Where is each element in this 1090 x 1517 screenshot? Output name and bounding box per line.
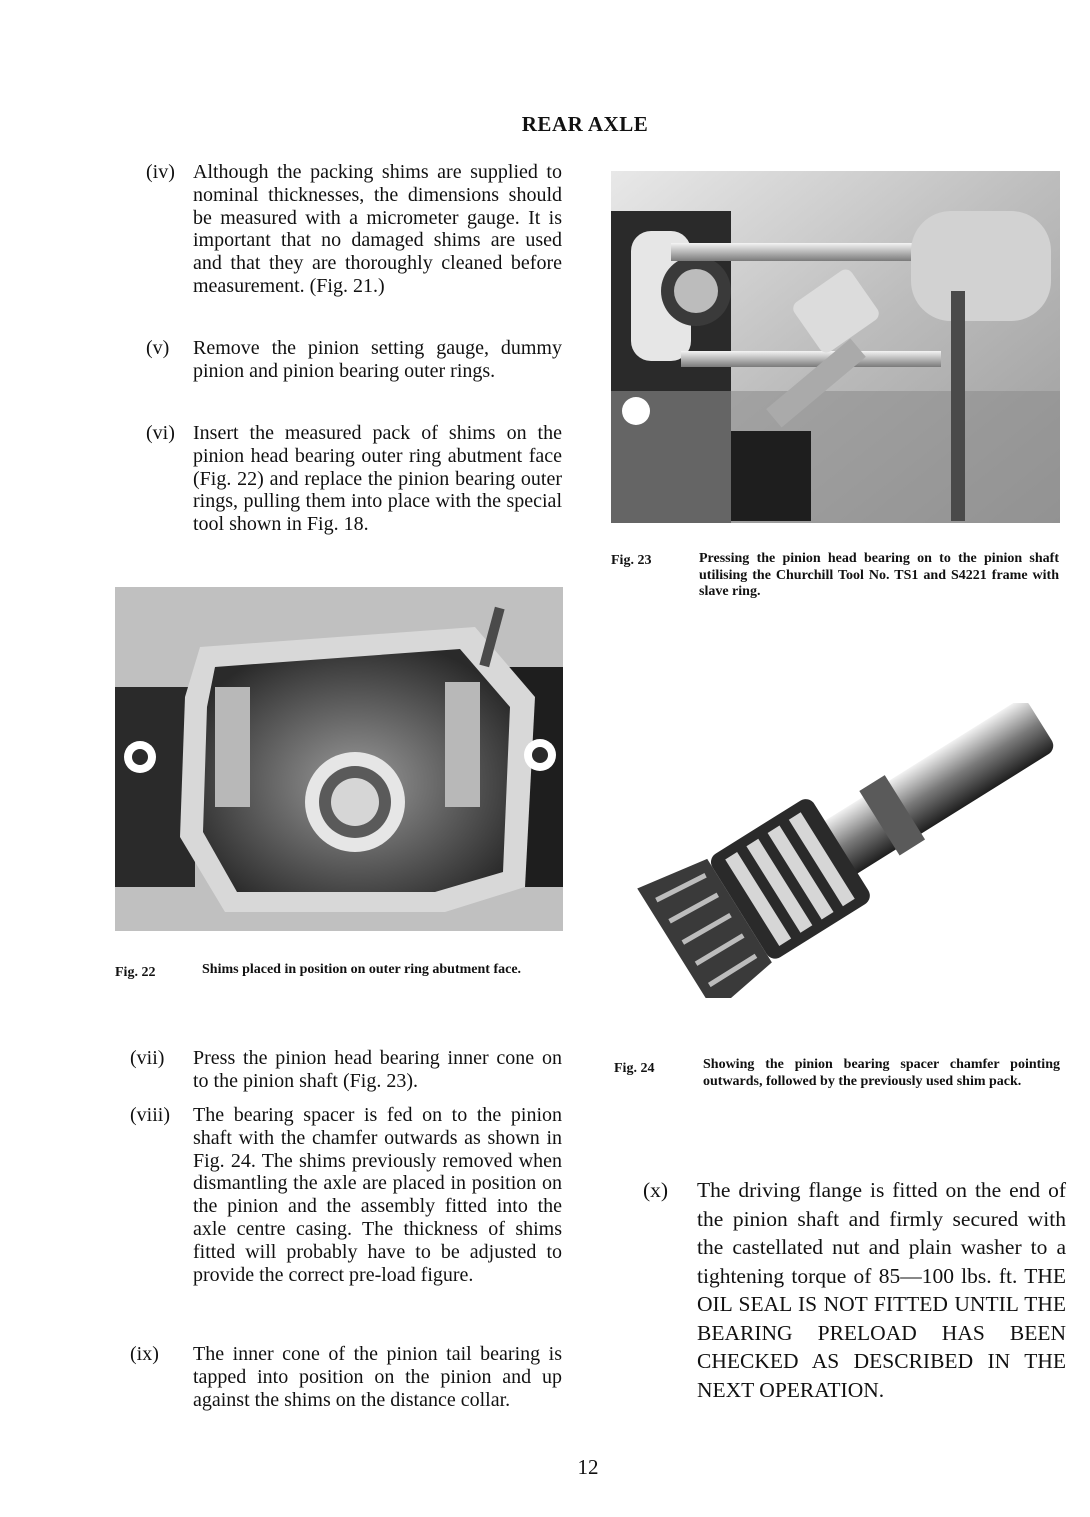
figure-22-caption: Shims placed in position on outer ring abutment face. bbox=[202, 962, 522, 977]
step-number: (viii) bbox=[130, 1104, 170, 1126]
step-number: (iv) bbox=[146, 161, 175, 183]
figure-23-label: Fig. 23 bbox=[611, 553, 652, 568]
figure-24-photo bbox=[630, 703, 1060, 998]
step-text: The inner cone of the pinion tail bearing is tapped into position on the pinion and up against the shims on the distance collar. bbox=[193, 1343, 562, 1411]
step-text: Press the pinion head bearing inner cone on to the pinion shaft (Fig. 23). bbox=[193, 1047, 562, 1092]
step-text: Although the packing shims are supplied to nominal thicknesses, the dimensions should be measured with a micrometer gauge. It is important that no damaged shims are used and that they are thoroughly cleaned before measurement. (Fig. 21.) bbox=[193, 161, 562, 297]
page-title: REAR AXLE bbox=[521, 112, 649, 136]
step-number: (x) bbox=[643, 1178, 669, 1202]
figure-24-label: Fig. 24 bbox=[614, 1061, 655, 1076]
step-number: (v) bbox=[146, 337, 170, 359]
step-number: (vii) bbox=[130, 1047, 165, 1069]
step-number: (vi) bbox=[146, 422, 175, 444]
step-text: Insert the measured pack of shims on the pinion head bearing outer ring abutment face (Fig. 22) and replace the pinion bearing outer rings, pulling them into place with the special tool shown in Fig. 18. bbox=[193, 422, 562, 536]
page-number: 12 bbox=[577, 1455, 599, 1479]
step-text: Remove the pinion setting gauge, dummy pinion and pinion bearing outer rings. bbox=[193, 337, 562, 382]
figure-22-photo bbox=[115, 587, 563, 931]
figure-23-caption: Pressing the pinion head bearing on to the pinion shaft utilising the Churchill Tool No. TS1 and S4221 frame with slave ring. bbox=[699, 551, 1059, 599]
step-text: The bearing spacer is fed on to the pinion shaft with the chamfer outwards as shown in Fig. 24. The shims previously removed when dismantling the axle are placed in position on the pinion and the assembly fitted into the axle centre casing. The thickness of shims fitted will probably have to be adjusted to provide the correct pre-load figure. bbox=[193, 1104, 562, 1286]
figure-23-photo bbox=[611, 171, 1060, 523]
figure-24-caption: Showing the pinion bearing spacer chamfer pointing outwards, followed by the previously used shim pack. bbox=[703, 1057, 1060, 1089]
figure-22-label: Fig. 22 bbox=[115, 965, 156, 980]
step-number: (ix) bbox=[130, 1343, 159, 1365]
step-text: The driving flange is fitted on the end of the pinion shaft and firmly secured with the castellated nut and plain washer to a tightening torque of 85—100 lbs. ft. THE OIL SEAL IS NOT FITTED UNTIL THE BEARING PRELOAD HAS BEEN CHECKED AS DESCRIBED IN THE NEXT OPERATION. bbox=[697, 1178, 1066, 1402]
